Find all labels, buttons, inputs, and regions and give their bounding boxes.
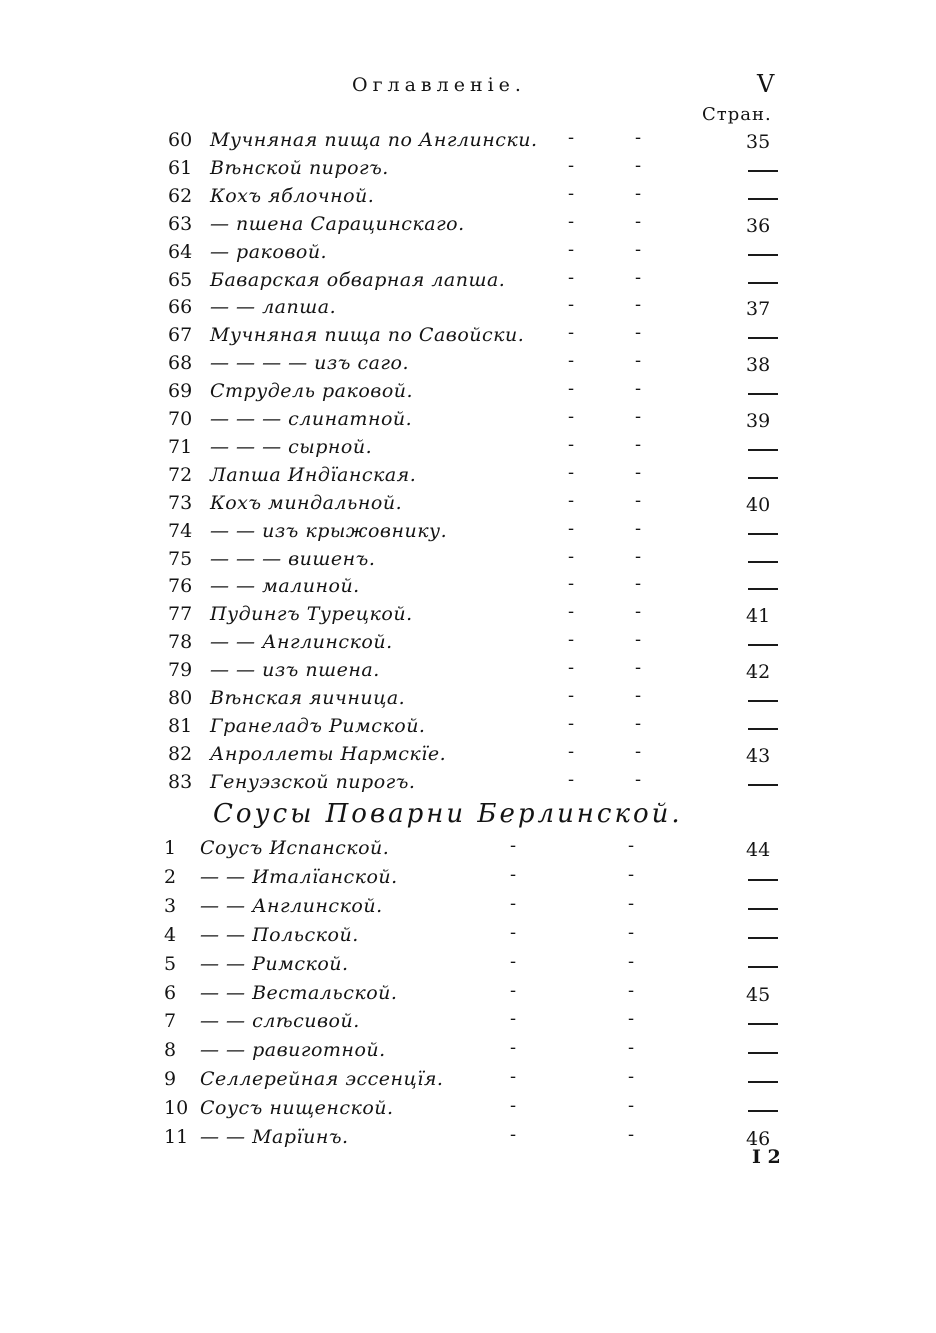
leader-dash: -	[635, 378, 642, 400]
entry-number: 64	[168, 240, 193, 263]
leader-dash: -	[635, 322, 642, 344]
toc-entry	[0, 740, 936, 771]
leader-dash: -	[635, 740, 642, 762]
entry-title: Струдель раковой.	[210, 380, 414, 403]
entry-page-number: 44	[746, 839, 771, 861]
ditto-line	[748, 393, 778, 395]
leader-dash: -	[568, 294, 575, 316]
toc-entry	[0, 461, 936, 492]
entry-number: 76	[168, 575, 193, 598]
entry-number: 71	[168, 435, 193, 458]
leader-dash: -	[635, 238, 642, 260]
toc-entry	[0, 324, 936, 352]
entry-title: — — Марїинъ.	[200, 1126, 349, 1148]
entry-title: Кохъ миндальной.	[210, 491, 403, 514]
leader-dash: -	[635, 406, 642, 427]
ditto-line	[748, 533, 778, 535]
leader-dash: -	[628, 863, 635, 885]
leader-dash: -	[510, 892, 517, 914]
entry-title: — — Польской.	[200, 923, 359, 946]
ditto-line	[748, 937, 778, 939]
leader-dash: -	[635, 266, 642, 288]
leader-dash: -	[568, 350, 575, 372]
toc-entry	[0, 1010, 936, 1038]
entry-number: 82	[168, 742, 193, 765]
leader-dash: -	[628, 921, 635, 943]
entry-number: 74	[168, 519, 193, 542]
toc-entry	[0, 575, 936, 603]
entry-title: Селлерейная эссенцїя.	[200, 1068, 444, 1091]
entry-page-number: 39	[746, 410, 771, 432]
leader-dash: -	[568, 182, 575, 204]
leader-dash: -	[635, 350, 642, 372]
leader-dash: -	[568, 461, 575, 483]
leader-dash: -	[568, 154, 575, 176]
ditto-line	[748, 254, 778, 256]
entry-page-number: 41	[746, 605, 771, 628]
entry-number: 78	[168, 631, 193, 654]
entry-number: 4	[164, 923, 177, 946]
entry-number: 8	[164, 1039, 177, 1062]
entry-number: 77	[168, 603, 193, 626]
leader-dash: -	[628, 892, 635, 914]
entry-number: 80	[168, 687, 193, 709]
entry-number: 83	[168, 770, 193, 793]
entry-number: 1	[164, 837, 177, 859]
leader-dash: -	[510, 1066, 517, 1088]
ditto-line	[748, 784, 778, 786]
ditto-line	[748, 1023, 778, 1025]
entry-number: 66	[168, 296, 193, 319]
entry-title: Соусъ нищенской.	[200, 1097, 394, 1120]
entry-number: 73	[168, 491, 193, 514]
toc-entry	[0, 979, 936, 1010]
entry-number: 70	[168, 408, 193, 430]
entry-title: — — лапша.	[210, 296, 337, 319]
ditto-line	[748, 879, 778, 881]
leader-dash: -	[568, 601, 575, 623]
entry-page-number: 42	[746, 661, 771, 684]
leader-dash: -	[628, 1008, 635, 1030]
entry-title: Кохъ яблочной.	[210, 184, 375, 207]
entry-title: — — — — изъ саго.	[210, 352, 410, 375]
toc-entry	[0, 296, 936, 324]
toc-entry	[0, 659, 936, 687]
toc-entry	[0, 266, 936, 297]
leader-dash: -	[510, 979, 517, 1001]
section-heading: Соусы Поварни Берлинской.	[213, 799, 683, 829]
entry-page-number: 45	[746, 983, 771, 1006]
entry-title: — — Италїанской.	[200, 865, 398, 888]
entry-title: Гранеладъ Римской.	[210, 714, 426, 737]
leader-dash: -	[568, 406, 575, 427]
entry-title: — — — слинатной.	[210, 408, 413, 430]
leader-dash: -	[568, 629, 575, 651]
toc-entry	[0, 380, 936, 408]
entry-title: — — Вестальской.	[200, 981, 398, 1004]
toc-entry	[0, 408, 936, 436]
leader-dash: -	[568, 712, 575, 734]
entry-number: 61	[168, 156, 193, 179]
leader-dash: -	[510, 1008, 517, 1030]
toc-entry	[0, 892, 936, 923]
entry-page-number: 37	[746, 298, 771, 321]
toc-entry	[0, 182, 936, 213]
leader-dash: -	[635, 210, 642, 232]
toc-entry	[0, 517, 936, 548]
leader-dash: -	[568, 489, 575, 511]
leader-dash: -	[635, 601, 642, 623]
leader-dash: -	[510, 950, 517, 972]
leader-dash: -	[568, 657, 575, 679]
leader-dash: -	[635, 127, 642, 148]
ditto-line	[748, 1110, 778, 1112]
ditto-line	[748, 1052, 778, 1054]
entry-number: 72	[168, 463, 193, 486]
running-title: Оглавленіе.	[352, 74, 526, 96]
ditto-line	[748, 477, 778, 479]
ditto-line	[748, 561, 778, 563]
leader-dash: -	[635, 182, 642, 204]
ditto-line	[748, 908, 778, 910]
leader-dash: -	[510, 921, 517, 943]
leader-dash: -	[635, 629, 642, 651]
toc-entry	[0, 352, 936, 380]
leader-dash: -	[568, 238, 575, 260]
entry-number: 60	[168, 129, 193, 151]
ditto-line	[748, 700, 778, 702]
ditto-line	[748, 588, 778, 590]
page-column-header: Стран.	[702, 104, 772, 125]
leader-dash: -	[510, 1037, 517, 1059]
toc-entry	[0, 768, 936, 799]
entry-title: — — Англинской.	[200, 894, 383, 917]
toc-entry	[0, 631, 936, 659]
entry-title: — — — вишенъ.	[210, 547, 376, 570]
entry-title: — — изъ пшена.	[210, 659, 380, 682]
leader-dash: -	[628, 1037, 635, 1059]
entry-number: 62	[168, 184, 193, 207]
entry-title: Баварская обварная лапша.	[210, 268, 506, 291]
leader-dash: -	[510, 1095, 517, 1117]
leader-dash: -	[510, 1124, 517, 1145]
toc-entry	[0, 1068, 936, 1096]
entry-title: — — изъ крыжовнику.	[210, 519, 448, 542]
page-folio: V	[757, 70, 775, 98]
entry-number: 75	[168, 547, 193, 570]
toc-entry	[0, 603, 936, 631]
entry-page-number: 36	[746, 214, 771, 237]
ditto-line	[748, 449, 778, 451]
leader-dash: -	[568, 573, 575, 595]
entry-title: Генуэзской пирогъ.	[210, 770, 416, 793]
catchword: I 2	[752, 1146, 781, 1168]
leader-dash: -	[635, 573, 642, 595]
entry-number: 79	[168, 659, 193, 682]
ditto-line	[748, 728, 778, 730]
entry-number: 68	[168, 352, 193, 375]
leader-dash: -	[628, 1095, 635, 1117]
entry-title: Анроллеты Нармскїе.	[210, 742, 447, 765]
toc-entry	[0, 712, 936, 743]
toc-entry	[0, 545, 936, 576]
ditto-line	[748, 170, 778, 172]
leader-dash: -	[635, 657, 642, 679]
entry-number: 7	[164, 1010, 177, 1033]
leader-dash: -	[510, 863, 517, 885]
toc-entry	[0, 489, 936, 520]
entry-page-number: 38	[746, 354, 771, 377]
toc-entry	[0, 154, 936, 185]
entry-number: 11	[164, 1126, 189, 1148]
toc-entry	[0, 1039, 936, 1067]
leader-dash: -	[568, 210, 575, 232]
entry-number: 63	[168, 212, 193, 235]
leader-dash: -	[568, 322, 575, 344]
toc-entry	[0, 210, 936, 241]
entry-title: — — Римской.	[200, 952, 349, 975]
leader-dash: -	[635, 154, 642, 176]
leader-dash: -	[635, 517, 642, 539]
leader-dash: -	[628, 950, 635, 972]
leader-dash: -	[568, 266, 575, 288]
entry-title: — — Англинской.	[210, 631, 393, 654]
leader-dash: -	[635, 433, 642, 455]
toc-entry	[0, 238, 936, 269]
entry-title: — раковой.	[210, 240, 328, 263]
leader-dash: -	[635, 712, 642, 734]
toc-entry	[0, 1126, 936, 1154]
entry-number: 3	[164, 894, 177, 917]
entry-page-number: 46	[746, 1128, 771, 1150]
entry-number: 2	[164, 865, 177, 888]
leader-dash: -	[568, 740, 575, 762]
leader-dash: -	[568, 127, 575, 148]
leader-dash: -	[510, 835, 517, 856]
entry-title: — — малиной.	[210, 575, 360, 598]
leader-dash: -	[635, 545, 642, 567]
entry-title: Лапша Индїанская.	[210, 463, 417, 486]
entry-number: 81	[168, 714, 193, 737]
leader-dash: -	[635, 294, 642, 316]
leader-dash: -	[568, 378, 575, 400]
entry-title: — — — сырной.	[210, 435, 373, 458]
entry-title: Мучняная пища по Савойски.	[210, 324, 525, 347]
toc-entry	[0, 687, 936, 715]
ditto-line	[748, 966, 778, 968]
entry-title: Пудингъ Турецкой.	[210, 603, 413, 626]
entry-number: 9	[164, 1068, 177, 1091]
entry-title: Мучняная пища по Англински.	[210, 129, 538, 151]
leader-dash: -	[628, 1066, 635, 1088]
toc-entry	[0, 863, 936, 894]
leader-dash: -	[635, 461, 642, 483]
toc-entry	[0, 950, 936, 981]
ditto-line	[748, 1081, 778, 1083]
leader-dash: -	[568, 685, 575, 706]
entry-number: 69	[168, 380, 193, 403]
entry-title: — пшена Сарацинскаго.	[210, 212, 465, 235]
entry-page-number: 43	[746, 744, 771, 767]
entry-number: 65	[168, 268, 193, 291]
entry-title: — — слѣсивой.	[200, 1010, 360, 1033]
entry-title: Вѣнской пирогъ.	[210, 156, 389, 179]
entry-title: — — равиготной.	[200, 1039, 386, 1062]
leader-dash: -	[568, 768, 575, 790]
entry-number: 67	[168, 324, 193, 347]
entry-number: 6	[164, 981, 177, 1004]
leader-dash: -	[635, 685, 642, 706]
leader-dash: -	[568, 545, 575, 567]
toc-entry	[0, 921, 936, 952]
leader-dash: -	[628, 835, 635, 856]
leader-dash: -	[568, 517, 575, 539]
ditto-line	[748, 282, 778, 284]
toc-entry	[0, 129, 936, 157]
entry-title: Соусъ Испанской.	[200, 837, 390, 859]
ditto-line	[748, 337, 778, 339]
entry-title: Вѣнская яичница.	[210, 687, 406, 709]
leader-dash: -	[568, 433, 575, 455]
leader-dash: -	[628, 1124, 635, 1145]
toc-entry	[0, 837, 936, 865]
entry-number: 5	[164, 952, 177, 975]
entry-page-number: 40	[746, 493, 771, 516]
entry-number: 10	[164, 1097, 189, 1120]
entry-page-number: 35	[746, 131, 771, 153]
leader-dash: -	[635, 489, 642, 511]
leader-dash: -	[628, 979, 635, 1001]
toc-entry	[0, 433, 936, 464]
ditto-line	[748, 198, 778, 200]
toc-entry	[0, 1097, 936, 1125]
ditto-line	[748, 644, 778, 646]
leader-dash: -	[635, 768, 642, 790]
